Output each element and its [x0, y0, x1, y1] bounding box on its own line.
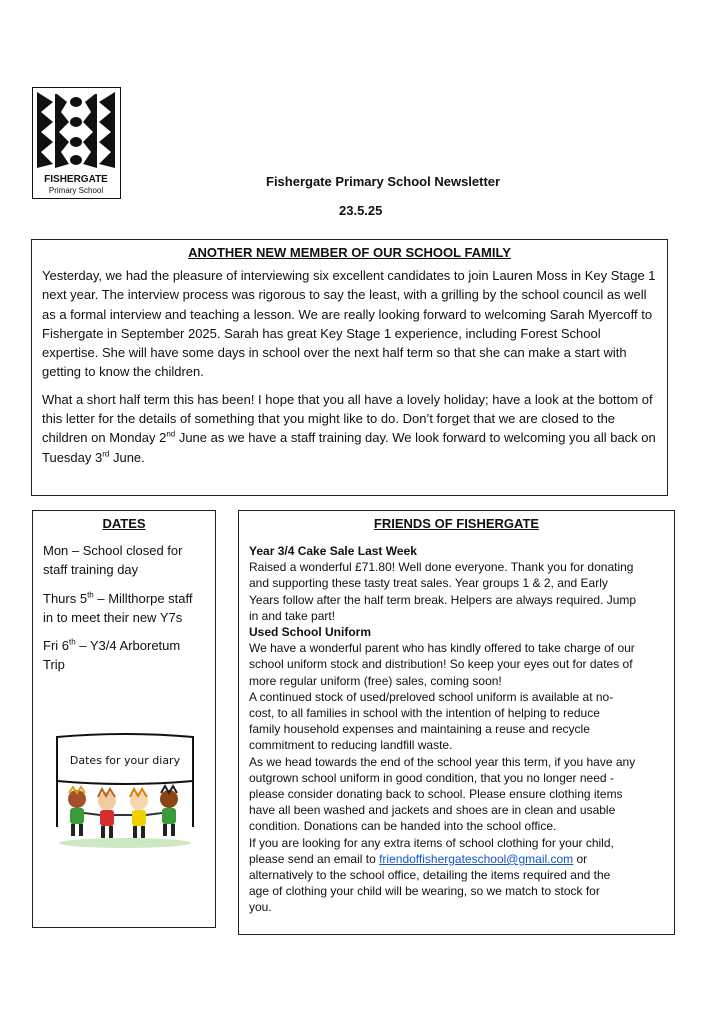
- email-link[interactable]: friendoffishergateschool@gmail.com: [379, 851, 574, 866]
- date-item: Mon – School closed for staff training day: [43, 543, 183, 578]
- uniform-line: more regular uniform (free) sales, coming soon!: [249, 673, 502, 688]
- date-item: [43, 589, 205, 628]
- superscript: th: [87, 590, 94, 600]
- news-paragraph-2-c: June.: [109, 449, 145, 465]
- cake-line: Years follow after the half term break. Helpers are always required. Jump: [249, 592, 637, 607]
- newsletter-date: 23.5.25: [339, 203, 383, 218]
- closing-line: alternatively to the school office, detailing the items required and the: [249, 868, 611, 883]
- uniform-line: If you are looking for any extra items of school clothing for your child,: [249, 835, 614, 850]
- date-item-a: Fri 6: [43, 638, 69, 654]
- email-line: [249, 851, 664, 867]
- email-prefix: please send an email to: [249, 851, 380, 866]
- date-item-b: – Millthorpe staff in to meet their new Y7s: [43, 590, 193, 625]
- uniform-line: cost, to all families in school with the intention of helping to reduce: [249, 706, 600, 721]
- news-paragraph-2-b: June as we have a staff training day. We look forward to welcoming you all back on Tuesday 3: [42, 430, 656, 465]
- date-item-a: Thurs 5: [43, 590, 88, 606]
- friends-heading: FRIENDS OF FISHERGATE: [373, 516, 540, 531]
- news-heading: ANOTHER NEW MEMBER OF OUR SCHOOL FAMILY: [188, 245, 511, 260]
- cake-line: and supporting these tasty treat sales. Year groups 1 & 2, and Early: [249, 576, 608, 591]
- superscript: th: [69, 637, 76, 647]
- friends-box: [238, 510, 675, 935]
- news-box: [31, 239, 668, 496]
- uniform-line: A continued stock of used/preloved school uniform is available at no-: [249, 689, 614, 704]
- news-paragraph-1: Yesterday, we had the pleasure of interviewing six excellent candidates to join Lauren Moss in Key Stage 1 next year. The interview process was rigorous to say the least, with a grilling by the school council as well as a formal interview and teaching a lesson. We are really looking forward to welcoming Sarah Myercoff to Fishergate in September 2025. Sarah has great Key Stage 1 experience, including Forest School expertise. She will have some days in school over the next half term so that she can make a start with getting to know the children.: [42, 268, 656, 380]
- banner-text: Dates for your diary: [69, 754, 181, 767]
- uniform-line: have all been washed and jackets and shoes are in clean and usable: [249, 803, 616, 818]
- uniform-line: family household expenses and maintaining a reuse and recycle: [249, 722, 590, 737]
- email-suffix: or: [573, 851, 588, 866]
- news-paragraph-2: [42, 390, 657, 467]
- uniform-line: please consider donating back to school. Please ensure clothing items: [249, 787, 623, 802]
- news-paragraph-2-a: What a short half term this has been! I hope that you all have a lovely holiday; have a look at the bottom of this letter for the details of something that you might like to do. Don’t forget that we are closed to the children on Monday 2: [42, 391, 653, 446]
- logo-text-line2: Primary School: [48, 186, 104, 195]
- uniform-line: commitment to reducing landfill waste.: [249, 738, 453, 753]
- superscript: nd: [166, 430, 176, 440]
- date-item-b: – Y3/4 Arboretum Trip: [43, 638, 181, 673]
- closing-line: age of clothing your child will be wearing, so we match to stock for: [249, 884, 600, 899]
- dates-for-your-diary-illustration: [49, 725, 201, 857]
- uniform-line: outgrown school uniform in good condition, that you no longer need -: [249, 770, 614, 785]
- uniform-heading: Used School Uniform: [249, 625, 372, 640]
- uniform-line: condition. Donations can be handed into the school office.: [249, 819, 557, 834]
- logo-text-line1: FISHERGATE: [44, 174, 108, 185]
- superscript: rd: [102, 449, 110, 459]
- cake-line: in and take part!: [249, 608, 336, 623]
- cake-line: Raised a wonderful £71.80! Well done everyone. Thank you for donating: [249, 560, 634, 575]
- dates-heading: DATES: [102, 516, 146, 531]
- date-item: [43, 636, 205, 675]
- newsletter-title: Fishergate Primary School Newsletter: [266, 174, 501, 189]
- school-logo: [32, 87, 121, 199]
- closing-line: you.: [249, 900, 272, 915]
- uniform-line: We have a wonderful parent who has kindly offered to take charge of our: [249, 641, 635, 656]
- dates-box: [32, 510, 216, 928]
- children-figures: [59, 786, 191, 848]
- uniform-line: school uniform stock and distribution! So keep your eyes out for dates of: [249, 657, 633, 672]
- cake-sale-heading: Year 3/4 Cake Sale Last Week: [249, 544, 417, 558]
- uniform-line: As we head towards the end of the school year this term, if you have any: [249, 754, 636, 769]
